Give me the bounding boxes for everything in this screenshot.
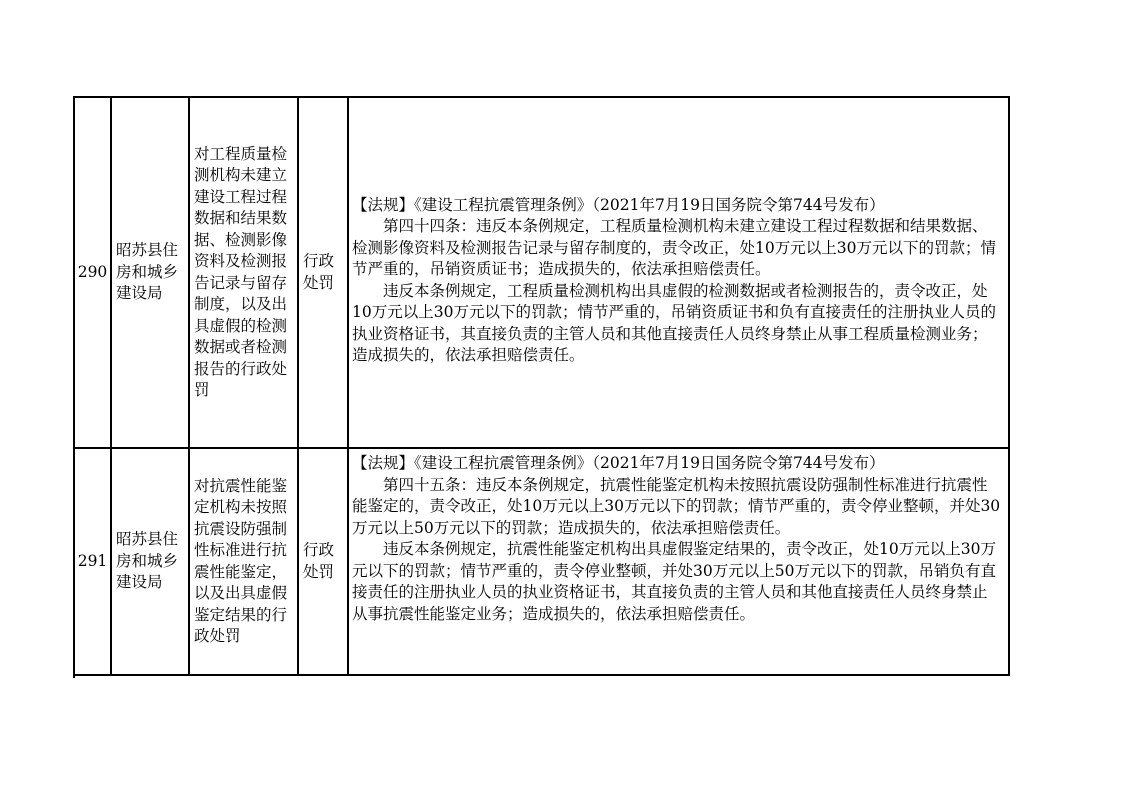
- article-paragraph: 第四十四条：违反本条例规定，工程质量检测机构未建立建设工程过程数据和结果数据、检测影像资料及检测报告记录与留存制度的，责令改正，处10万元以上30万元以下的罚款；情节严重的，吊销资质证书；造成损失的，依法承担赔偿责任。: [352, 217, 996, 278]
- row-number: 290: [74, 97, 111, 448]
- table-row: [74, 448, 1009, 675]
- department-cell: 昭苏县住房和城乡建设局: [111, 448, 189, 675]
- table-edge-line: [73, 672, 75, 678]
- item-cell: 对工程质量检测机构未建立建设工程过程数据和结果数据、检测影像资料及检测报告记录与留存制度，以及出具虚假的检测数据或者检测报告的行政处罚: [189, 97, 298, 448]
- article-paragraph: 第四十五条：违反本条例规定，抗震性能鉴定机构未按照抗震设防强制性标准进行抗震性能鉴定的，责令改正，处10万元以上30万元以下的罚款；情节严重的，责令停业整顿，并处30万元以上50万元以下的罚款；造成损失的，依法承担赔偿责任。: [352, 475, 1001, 537]
- article-paragraph: 违反本条例规定，抗震性能鉴定机构出具虚假鉴定结果的，责令改正，处10万元以上30万元以下的罚款；情节严重的，责令停业整顿，并处30万元以上50万元以下的罚款，吊销负有直接责任的注册执业人员的执业资格证书，其直接负责的主管人员和其他直接责任人员终身禁止从事抗震性能鉴定业务；造成损失的，依法承担赔偿责任。: [352, 540, 996, 623]
- row-number: 291: [74, 448, 111, 675]
- legal-basis-text: [352, 179, 1002, 367]
- law-title: 【法规】《建设工程抗震管理条例》（2021年7月19日国务院令第744号发布）: [352, 195, 885, 214]
- department-cell: 昭苏县住房和城乡建设局: [111, 97, 189, 448]
- penalty-table: [73, 96, 1010, 676]
- table-row: [74, 97, 1009, 448]
- type-cell: 行政处罚: [298, 448, 348, 675]
- law-title: 【法规】《建设工程抗震管理条例》（2021年7月19日国务院令第744号发布）: [352, 454, 885, 472]
- legal-basis-text: [352, 449, 1002, 625]
- legal-basis-cell: [348, 448, 1009, 675]
- penalty-table-grid: [73, 96, 1010, 676]
- legal-basis-cell: [348, 97, 1009, 448]
- type-cell: 行政处罚: [298, 97, 348, 448]
- article-paragraph: 违反本条例规定，工程质量检测机构出具虚假的检测数据或者检测报告的，责令改正，处10万元以上30万元以下的罚款；情节严重的，吊销资质证书和负有直接责任的注册执业人员的执业资格证书，其直接负责的主管人员和其他直接责任人员终身禁止从事工程质量检测业务；造成损失的，依法承担赔偿责任。: [352, 281, 996, 364]
- item-cell: 对抗震性能鉴定机构未按照抗震设防强制性标准进行抗震性能鉴定，以及出具虚假鉴定结果的行政处罚: [189, 448, 298, 675]
